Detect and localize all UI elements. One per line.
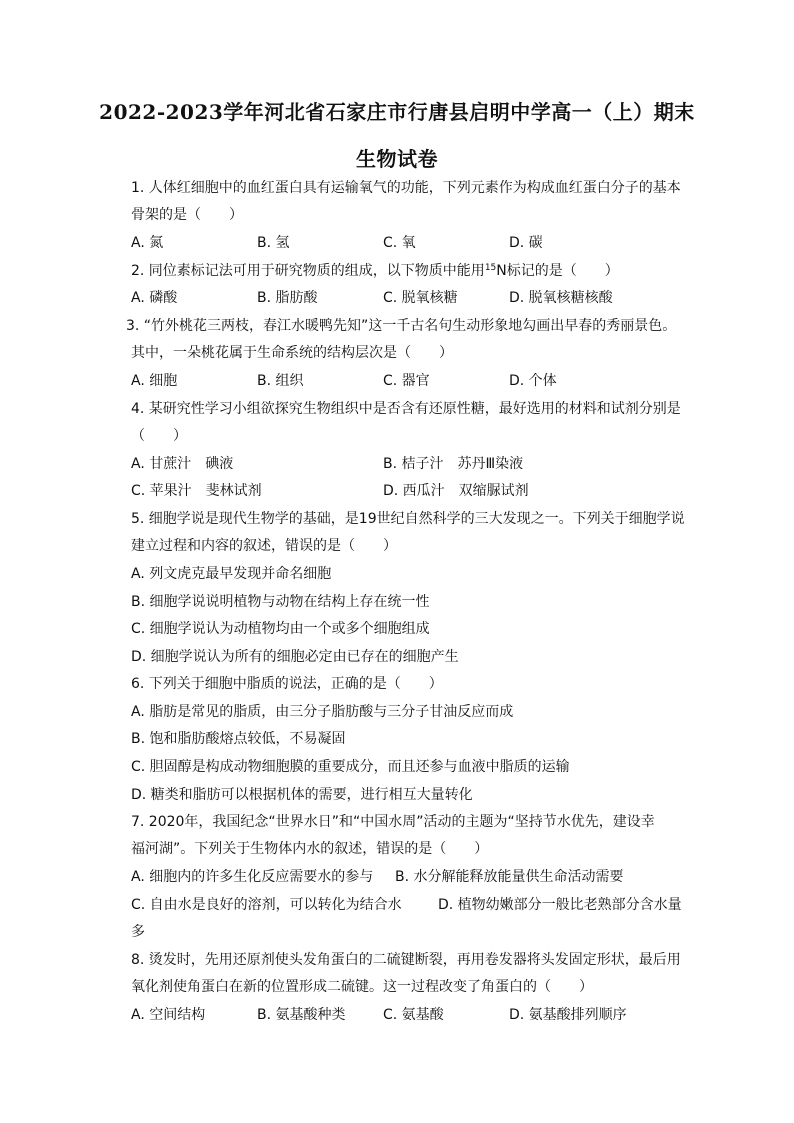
- question-2-option-c: C. 脱氧核糖: [383, 290, 458, 306]
- question-4-option-d: D. 西瓜汁 双缩脲试剂: [383, 483, 529, 499]
- question-8-stem: 8. 烫发时，先用还原剂使头发角蛋白的二硫键断裂，再用卷发器将头发固定形状，最后用: [131, 952, 681, 968]
- question-2-stem: [131, 261, 691, 281]
- question-2-stem-tail: N标记的是（ ）: [496, 263, 619, 279]
- question-5-stem-cont: 建立过程和内容的叙述，错误的是（ ）: [131, 538, 397, 554]
- question-2-option-d: D. 脱氧核糖核酸: [509, 290, 613, 306]
- exam-title-line-2: 生物试卷: [356, 147, 438, 171]
- question-1-option-b: B. 氢: [257, 235, 290, 251]
- question-1-option-d: D. 碳: [509, 235, 543, 251]
- question-4-stem-cont: （ ）: [131, 428, 187, 444]
- question-3-option-c: C. 器官: [383, 373, 430, 389]
- question-2-option-a: A. 磷酸: [131, 290, 178, 306]
- question-6-option-c: C. 胆固醇是构成动物细胞膜的重要成分，而且还参与血液中脂质的运输: [131, 759, 570, 775]
- question-6-option-a: A. 脂肪是常见的脂质，由三分子脂肪酸与三分子甘油反应而成: [131, 704, 514, 720]
- question-3-option-b: B. 组织: [257, 373, 304, 389]
- question-7-option-a: A. 细胞内的许多生化反应需要水的参与: [131, 869, 374, 885]
- question-8-option-c: C. 氨基酸: [383, 1007, 444, 1023]
- question-4-option-c: C. 苹果汁 斐林试剂: [131, 483, 262, 499]
- question-2-stem-text: 2. 同位素标记法可用于研究物质的组成，以下物质中能用: [131, 263, 485, 279]
- isotope-superscript: 15: [484, 263, 497, 273]
- question-7-option-b: B. 水分解能释放能量供生命活动需要: [395, 869, 624, 885]
- question-1-option-a: A. 氮: [131, 235, 164, 251]
- question-2-option-b: B. 脂肪酸: [257, 290, 318, 306]
- question-8-option-b: B. 氨基酸种类: [257, 1007, 346, 1023]
- question-6-option-d: D. 糖类和脂肪可以根据机体的需要，进行相互大量转化: [131, 787, 473, 803]
- question-7-option-d: D. 植物幼嫩部分一般比老熟部分含水量: [438, 897, 682, 913]
- question-3-option-d: D. 个体: [509, 373, 557, 389]
- question-3-stem-cont: 其中，一朵桃花属于生命系统的结构层次是（ ）: [131, 345, 453, 361]
- question-6-option-b: B. 饱和脂肪酸熔点较低，不易凝固: [131, 731, 346, 747]
- question-1-option-c: C. 氧: [383, 235, 416, 251]
- question-8-option-d: D. 氨基酸排列顺序: [509, 1007, 627, 1023]
- question-8-stem-cont: 氧化剂使角蛋白在新的位置形成二硫键。这一过程改变了角蛋白的（ ）: [131, 979, 593, 995]
- question-5-option-a: A. 列文虎克最早发现并命名细胞: [131, 566, 332, 582]
- question-4-stem: 4. 某研究性学习小组欲探究生物组织中是否含有还原性糖，最好选用的材料和试剂分别是: [131, 401, 681, 417]
- question-7-option-d-cont: 多: [131, 924, 145, 940]
- question-1-stem: 1. 人体红细胞中的血红蛋白具有运输氧气的功能，下列元素作为构成血红蛋白分子的基本: [131, 180, 681, 196]
- question-7-stem-cont: 福河湖”。下列关于生物体内水的叙述，错误的是（ ）: [131, 841, 489, 857]
- question-3-option-a: A. 细胞: [131, 373, 178, 389]
- question-8-option-a: A. 空间结构: [131, 1007, 206, 1023]
- question-5-option-c: C. 细胞学说认为动植物均由一个或多个细胞组成: [131, 621, 430, 637]
- question-5-option-d: D. 细胞学说认为所有的细胞必定由已存在的细胞产生: [131, 649, 459, 665]
- exam-title-line-1: 2022-2023学年河北省石家庄市行唐县启明中学高一（上）期末: [99, 100, 695, 124]
- question-5-stem: 5. 细胞学说是现代生物学的基础，是19世纪自然科学的三大发现之一。下列关于细胞学说: [131, 511, 685, 527]
- question-3-stem: 3. “竹外桃花三两枝，春江水暖鸭先知”这一千古名句生动形象地勾画出早春的秀丽景色。: [126, 318, 677, 334]
- question-1-stem-cont: 骨架的是（ ）: [131, 207, 243, 223]
- question-4-option-a: A. 甘蔗汁 碘液: [131, 456, 234, 472]
- question-7-stem: 7. 2020年，我国纪念“世界水日”和“中国水周”活动的主题为“坚持节水优先，建设幸: [131, 814, 655, 830]
- question-4-option-b: B. 桔子汁 苏丹Ⅲ染液: [383, 456, 524, 472]
- question-7-option-c: C. 自由水是良好的溶剂，可以转化为结合水: [131, 897, 402, 913]
- question-6-stem: 6. 下列关于细胞中脂质的说法，正确的是（ ）: [131, 676, 443, 692]
- question-5-option-b: B. 细胞学说说明植物与动物在结构上存在统一性: [131, 594, 430, 610]
